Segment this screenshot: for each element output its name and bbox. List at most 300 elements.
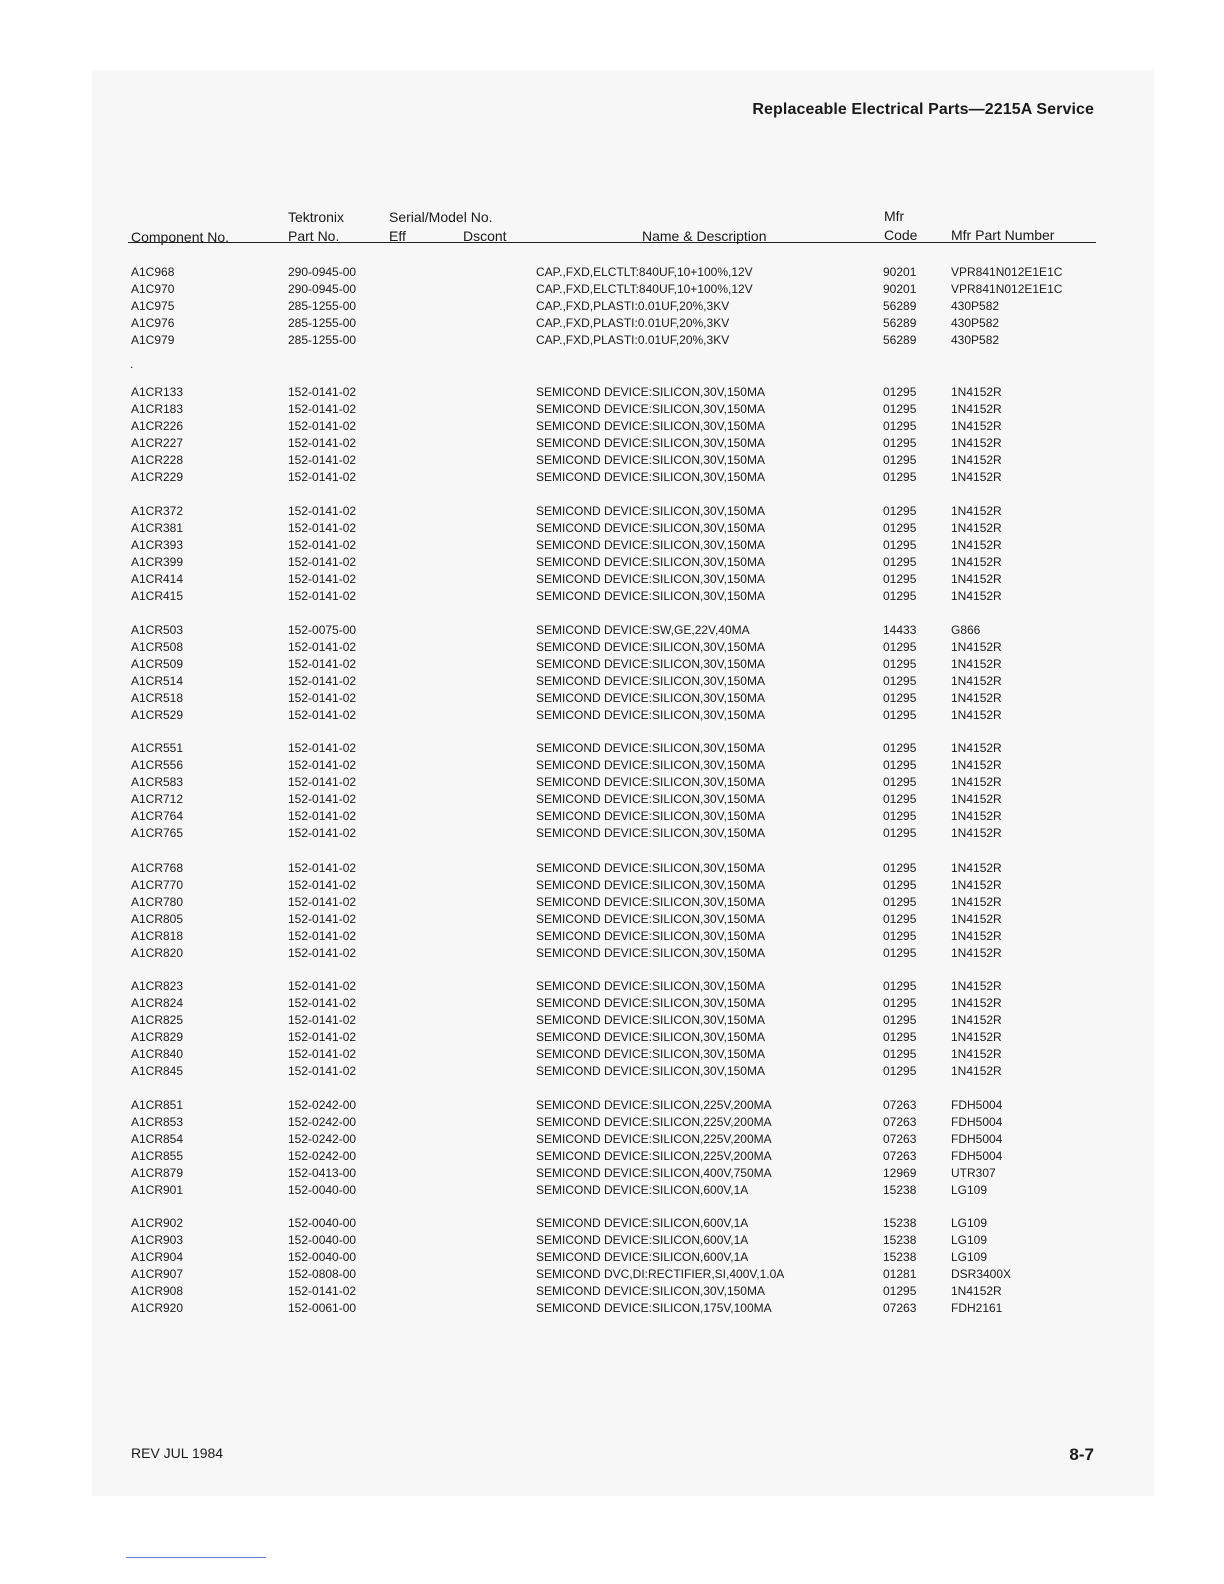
cell-component-no: A1CR503 bbox=[131, 623, 184, 637]
cell-mfr-code: 01295 bbox=[883, 946, 917, 960]
cell-tektronix-part-no: 152-0242-00 bbox=[288, 1132, 357, 1146]
table-row bbox=[0, 1097, 1224, 1114]
cell-mfr-part-number: 1N4152R bbox=[951, 878, 1002, 892]
cell-mfr-part-number: FDH5004 bbox=[951, 1149, 1003, 1163]
table-row bbox=[0, 656, 1224, 673]
cell-mfr-part-number: 1N4152R bbox=[951, 1030, 1002, 1044]
table-row bbox=[0, 639, 1224, 656]
cell-mfr-part-number: LG109 bbox=[951, 1216, 988, 1230]
cell-component-no: A1CR393 bbox=[131, 538, 184, 552]
cell-description: CAP.,FXD,ELCTLT:840UF,10+100%,12V bbox=[536, 282, 753, 296]
table-row bbox=[0, 554, 1224, 571]
cell-description: SEMICOND DEVICE:SILICON,30V,150MA bbox=[536, 521, 765, 535]
cell-component-no: A1CR845 bbox=[131, 1064, 184, 1078]
cell-description: SEMICOND DEVICE:SILICON,30V,150MA bbox=[536, 402, 765, 416]
footer-page-number: 8-7 bbox=[1069, 1445, 1094, 1464]
cell-description: SEMICOND DEVICE:SILICON,30V,150MA bbox=[536, 775, 765, 789]
table-row bbox=[0, 757, 1224, 774]
cell-tektronix-part-no: 152-0141-02 bbox=[288, 1064, 357, 1078]
cell-description: SEMICOND DEVICE:SILICON,30V,150MA bbox=[536, 708, 765, 722]
cell-mfr-code: 15238 bbox=[883, 1233, 917, 1247]
cell-tektronix-part-no: 152-0141-02 bbox=[288, 538, 357, 552]
cell-mfr-part-number: VPR841N012E1E1C bbox=[951, 265, 1063, 279]
cell-tektronix-part-no: 152-0141-02 bbox=[288, 691, 357, 705]
cell-mfr-code: 12969 bbox=[883, 1166, 917, 1180]
cell-tektronix-part-no: 152-0141-02 bbox=[288, 453, 357, 467]
cell-component-no: A1CR415 bbox=[131, 589, 184, 603]
cell-mfr-part-number: 1N4152R bbox=[951, 640, 1002, 654]
cell-component-no: A1CR823 bbox=[131, 979, 184, 993]
cell-mfr-part-number: 1N4152R bbox=[951, 691, 1002, 705]
cell-mfr-code: 01295 bbox=[883, 809, 917, 823]
cell-description: SEMICOND DEVICE:SILICON,600V,1A bbox=[536, 1250, 749, 1264]
cell-tektronix-part-no: 152-0141-02 bbox=[288, 555, 357, 569]
cell-description: SEMICOND DEVICE:SILICON,400V,750MA bbox=[536, 1166, 772, 1180]
table-row bbox=[0, 808, 1224, 825]
cell-mfr-part-number: 1N4152R bbox=[951, 1013, 1002, 1027]
cell-mfr-part-number: G866 bbox=[951, 623, 981, 637]
cell-component-no: A1CR133 bbox=[131, 385, 184, 399]
cell-mfr-code: 01295 bbox=[883, 470, 917, 484]
cell-mfr-code: 90201 bbox=[883, 282, 917, 296]
table-row bbox=[0, 894, 1224, 911]
cell-mfr-part-number: 1N4152R bbox=[951, 826, 1002, 840]
table-row bbox=[0, 1215, 1224, 1232]
cell-component-no: A1CR399 bbox=[131, 555, 184, 569]
cell-description: SEMICOND DEVICE:SILICON,225V,200MA bbox=[536, 1115, 772, 1129]
table-row bbox=[0, 1114, 1224, 1131]
cell-component-no: A1CR840 bbox=[131, 1047, 184, 1061]
table-row bbox=[0, 1012, 1224, 1029]
table-row bbox=[0, 452, 1224, 469]
cell-description: SEMICOND DEVICE:SILICON,30V,150MA bbox=[536, 1064, 765, 1078]
cell-mfr-code: 01295 bbox=[883, 1013, 917, 1027]
cell-description: CAP.,FXD,ELCTLT:840UF,10+100%,12V bbox=[536, 265, 753, 279]
cell-description: SEMICOND DEVICE:SILICON,225V,200MA bbox=[536, 1132, 772, 1146]
cell-tektronix-part-no: 152-0141-02 bbox=[288, 674, 357, 688]
cell-mfr-code: 56289 bbox=[883, 299, 917, 313]
cell-description: SEMICOND DEVICE:SILICON,30V,150MA bbox=[536, 979, 765, 993]
cell-component-no: A1CR829 bbox=[131, 1030, 184, 1044]
cell-component-no: A1CR780 bbox=[131, 895, 184, 909]
table-row bbox=[0, 401, 1224, 418]
cell-mfr-code: 01295 bbox=[883, 538, 917, 552]
cell-mfr-part-number: 1N4152R bbox=[951, 402, 1002, 416]
table-row bbox=[0, 622, 1224, 639]
cell-component-no: A1CR381 bbox=[131, 521, 184, 535]
table-row bbox=[0, 791, 1224, 808]
cell-mfr-part-number: 1N4152R bbox=[951, 419, 1002, 433]
table-row bbox=[0, 264, 1224, 281]
cell-tektronix-part-no: 152-0141-02 bbox=[288, 861, 357, 875]
cell-description: CAP.,FXD,PLASTI:0.01UF,20%,3KV bbox=[536, 299, 730, 313]
cell-mfr-part-number: 1N4152R bbox=[951, 538, 1002, 552]
page-header-title: Replaceable Electrical Parts—2215A Service bbox=[752, 101, 1094, 118]
table-row bbox=[0, 537, 1224, 554]
cell-description: SEMICOND DEVICE:SILICON,30V,150MA bbox=[536, 1013, 765, 1027]
table-row bbox=[0, 384, 1224, 401]
cell-description: SEMICOND DEVICE:SILICON,30V,150MA bbox=[536, 912, 765, 926]
cell-description: SEMICOND DEVICE:SILICON,30V,150MA bbox=[536, 657, 765, 671]
cell-tektronix-part-no: 152-0141-02 bbox=[288, 895, 357, 909]
cell-description: SEMICOND DEVICE:SILICON,30V,150MA bbox=[536, 385, 765, 399]
cell-mfr-part-number: 430P582 bbox=[951, 299, 1000, 313]
cell-component-no: A1CR879 bbox=[131, 1166, 184, 1180]
cell-mfr-part-number: 1N4152R bbox=[951, 861, 1002, 875]
cell-tektronix-part-no: 152-0141-02 bbox=[288, 657, 357, 671]
cell-tektronix-part-no: 152-0141-02 bbox=[288, 436, 357, 450]
cell-tektronix-part-no: 152-0141-02 bbox=[288, 1047, 357, 1061]
table-row bbox=[0, 877, 1224, 894]
cell-tektronix-part-no: 152-0808-00 bbox=[288, 1267, 357, 1281]
table-row bbox=[0, 332, 1224, 349]
cell-tektronix-part-no: 152-0141-02 bbox=[288, 402, 357, 416]
cell-tektronix-part-no: 290-0945-00 bbox=[288, 265, 357, 279]
cell-description: SEMICOND DEVICE:SILICON,30V,150MA bbox=[536, 419, 765, 433]
cell-description: SEMICOND DEVICE:SILICON,30V,150MA bbox=[536, 826, 765, 840]
cell-tektronix-part-no: 152-0141-02 bbox=[288, 470, 357, 484]
cell-description: SEMICOND DEVICE:SILICON,30V,150MA bbox=[536, 895, 765, 909]
cell-component-no: A1CR712 bbox=[131, 792, 184, 806]
cell-description: SEMICOND DEVICE:SILICON,30V,150MA bbox=[536, 878, 765, 892]
cell-tektronix-part-no: 152-0141-02 bbox=[288, 929, 357, 943]
cell-tektronix-part-no: 152-0141-02 bbox=[288, 758, 357, 772]
table-row bbox=[0, 825, 1224, 842]
column-header-part-no: Part No. bbox=[288, 228, 340, 244]
table-row bbox=[0, 435, 1224, 452]
cell-description: SEMICOND DEVICE:SILICON,30V,150MA bbox=[536, 809, 765, 823]
cell-mfr-part-number: 1N4152R bbox=[951, 470, 1002, 484]
table-row bbox=[0, 1266, 1224, 1283]
cell-component-no: A1CR518 bbox=[131, 691, 184, 705]
cell-mfr-code: 07263 bbox=[883, 1132, 917, 1146]
cell-mfr-part-number: 1N4152R bbox=[951, 555, 1002, 569]
cell-mfr-part-number: 1N4152R bbox=[951, 996, 1002, 1010]
cell-component-no: A1CR583 bbox=[131, 775, 184, 789]
cell-tektronix-part-no: 152-0141-02 bbox=[288, 504, 357, 518]
cell-tektronix-part-no: 152-0413-00 bbox=[288, 1166, 357, 1180]
cell-mfr-code: 01295 bbox=[883, 895, 917, 909]
cell-tektronix-part-no: 152-0141-02 bbox=[288, 979, 357, 993]
cell-component-no: A1CR226 bbox=[131, 419, 184, 433]
cell-mfr-part-number: 1N4152R bbox=[951, 674, 1002, 688]
cell-mfr-code: 01295 bbox=[883, 555, 917, 569]
cell-mfr-code: 01295 bbox=[883, 1047, 917, 1061]
cell-mfr-code: 01295 bbox=[883, 792, 917, 806]
cell-mfr-part-number: 1N4152R bbox=[951, 504, 1002, 518]
cell-mfr-code: 07263 bbox=[883, 1115, 917, 1129]
cell-mfr-part-number: LG109 bbox=[951, 1183, 988, 1197]
table-row bbox=[0, 673, 1224, 690]
cell-mfr-code: 01295 bbox=[883, 878, 917, 892]
cell-tektronix-part-no: 152-0242-00 bbox=[288, 1115, 357, 1129]
cell-component-no: A1CR509 bbox=[131, 657, 184, 671]
cell-mfr-part-number: 1N4152R bbox=[951, 741, 1002, 755]
column-header-code: Code bbox=[884, 227, 918, 243]
cell-mfr-part-number: 1N4152R bbox=[951, 436, 1002, 450]
cell-mfr-part-number: 430P582 bbox=[951, 316, 1000, 330]
cell-tektronix-part-no: 152-0075-00 bbox=[288, 623, 357, 637]
cell-tektronix-part-no: 152-0141-02 bbox=[288, 589, 357, 603]
cell-mfr-part-number: 1N4152R bbox=[951, 775, 1002, 789]
cell-description: SEMICOND DEVICE:SILICON,225V,200MA bbox=[536, 1149, 772, 1163]
cell-component-no: A1CR227 bbox=[131, 436, 184, 450]
cell-description: SEMICOND DEVICE:SILICON,30V,150MA bbox=[536, 674, 765, 688]
cell-tektronix-part-no: 152-0040-00 bbox=[288, 1250, 357, 1264]
cell-mfr-code: 01295 bbox=[883, 861, 917, 875]
cell-mfr-code: 01295 bbox=[883, 979, 917, 993]
cell-mfr-code: 01295 bbox=[883, 589, 917, 603]
cell-mfr-part-number: FDH5004 bbox=[951, 1115, 1003, 1129]
table-row bbox=[0, 1232, 1224, 1249]
cell-component-no: A1CR853 bbox=[131, 1115, 184, 1129]
cell-tektronix-part-no: 152-0141-02 bbox=[288, 419, 357, 433]
cell-component-no: A1CR770 bbox=[131, 878, 184, 892]
cell-mfr-part-number: 1N4152R bbox=[951, 589, 1002, 603]
cell-mfr-part-number: 1N4152R bbox=[951, 929, 1002, 943]
cell-mfr-part-number: 1N4152R bbox=[951, 385, 1002, 399]
cell-description: SEMICOND DEVICE:SILICON,30V,150MA bbox=[536, 929, 765, 943]
table-row bbox=[0, 995, 1224, 1012]
cell-tektronix-part-no: 152-0141-02 bbox=[288, 792, 357, 806]
cell-component-no: A1C979 bbox=[131, 333, 175, 347]
cell-tektronix-part-no: 152-0141-02 bbox=[288, 1013, 357, 1027]
cell-component-no: A1CR805 bbox=[131, 912, 184, 926]
cell-description: SEMICOND DEVICE:SILICON,30V,150MA bbox=[536, 741, 765, 755]
cell-component-no: A1CR514 bbox=[131, 674, 184, 688]
column-header-component: Component No. bbox=[131, 229, 230, 245]
cell-tektronix-part-no: 152-0141-02 bbox=[288, 521, 357, 535]
cell-mfr-part-number: 1N4152R bbox=[951, 912, 1002, 926]
cell-mfr-code: 01295 bbox=[883, 504, 917, 518]
cell-mfr-code: 15238 bbox=[883, 1250, 917, 1264]
cell-description: SEMICOND DEVICE:SILICON,30V,150MA bbox=[536, 996, 765, 1010]
cell-description: SEMICOND DEVICE:SILICON,600V,1A bbox=[536, 1183, 749, 1197]
cell-tektronix-part-no: 152-0141-02 bbox=[288, 708, 357, 722]
footer-revision: REV JUL 1984 bbox=[131, 1445, 224, 1461]
cell-description: SEMICOND DEVICE:SILICON,225V,200MA bbox=[536, 1098, 772, 1112]
cell-tektronix-part-no: 152-0040-00 bbox=[288, 1183, 357, 1197]
cell-mfr-code: 01295 bbox=[883, 419, 917, 433]
cell-mfr-code: 01295 bbox=[883, 674, 917, 688]
cell-mfr-part-number: LG109 bbox=[951, 1233, 988, 1247]
table-row bbox=[0, 520, 1224, 537]
cell-description: SEMICOND DEVICE:SILICON,600V,1A bbox=[536, 1216, 749, 1230]
cell-component-no: A1CR902 bbox=[131, 1216, 184, 1230]
cell-tektronix-part-no: 152-0141-02 bbox=[288, 572, 357, 586]
cell-description: SEMICOND DEVICE:SW,GE,22V,40MA bbox=[536, 623, 750, 637]
cell-mfr-code: 01295 bbox=[883, 929, 917, 943]
cell-description: SEMICOND DEVICE:SILICON,30V,150MA bbox=[536, 1047, 765, 1061]
table-row bbox=[0, 1165, 1224, 1182]
cell-mfr-part-number: 1N4152R bbox=[951, 1284, 1002, 1298]
table-row bbox=[0, 298, 1224, 315]
table-row bbox=[0, 571, 1224, 588]
cell-description: SEMICOND DEVICE:SILICON,30V,150MA bbox=[536, 640, 765, 654]
cell-component-no: A1CR183 bbox=[131, 402, 184, 416]
cell-component-no: A1C970 bbox=[131, 282, 175, 296]
cell-mfr-part-number: FDH5004 bbox=[951, 1132, 1003, 1146]
cell-tektronix-part-no: 152-0141-02 bbox=[288, 809, 357, 823]
cell-description: SEMICOND DEVICE:SILICON,30V,150MA bbox=[536, 946, 765, 960]
column-header-description: Name & Description bbox=[642, 228, 767, 244]
cell-mfr-code: 56289 bbox=[883, 316, 917, 330]
cell-tektronix-part-no: 152-0141-02 bbox=[288, 826, 357, 840]
cell-mfr-code: 01295 bbox=[883, 657, 917, 671]
cell-mfr-code: 07263 bbox=[883, 1098, 917, 1112]
cell-mfr-code: 15238 bbox=[883, 1216, 917, 1230]
cell-tektronix-part-no: 290-0945-00 bbox=[288, 282, 357, 296]
cell-mfr-part-number: 1N4152R bbox=[951, 895, 1002, 909]
cell-mfr-code: 01295 bbox=[883, 708, 917, 722]
cell-mfr-part-number: LG109 bbox=[951, 1250, 988, 1264]
cell-mfr-code: 01295 bbox=[883, 436, 917, 450]
cell-description: SEMICOND DEVICE:SILICON,30V,150MA bbox=[536, 1284, 765, 1298]
table-row bbox=[0, 690, 1224, 707]
cell-mfr-code: 01295 bbox=[883, 912, 917, 926]
table-row bbox=[0, 978, 1224, 995]
cell-mfr-code: 01295 bbox=[883, 572, 917, 586]
cell-tektronix-part-no: 152-0242-00 bbox=[288, 1149, 357, 1163]
table-row bbox=[0, 1148, 1224, 1165]
cell-component-no: A1CR824 bbox=[131, 996, 184, 1010]
cell-component-no: A1CR556 bbox=[131, 758, 184, 772]
cell-mfr-code: 01295 bbox=[883, 453, 917, 467]
cell-description: SEMICOND DEVICE:SILICON,30V,150MA bbox=[536, 470, 765, 484]
cell-tektronix-part-no: 152-0141-02 bbox=[288, 741, 357, 755]
cell-description: SEMICOND DEVICE:SILICON,30V,150MA bbox=[536, 538, 765, 552]
cell-mfr-part-number: 1N4152R bbox=[951, 979, 1002, 993]
cell-description: SEMICOND DEVICE:SILICON,30V,150MA bbox=[536, 453, 765, 467]
cell-mfr-code: 15238 bbox=[883, 1183, 917, 1197]
table-row bbox=[0, 774, 1224, 791]
cell-description: SEMICOND DVC,DI:RECTIFIER,SI,400V,1.0A bbox=[536, 1267, 785, 1281]
cell-mfr-code: 01295 bbox=[883, 1064, 917, 1078]
cell-description: SEMICOND DEVICE:SILICON,600V,1A bbox=[536, 1233, 749, 1247]
table-row bbox=[0, 418, 1224, 435]
table-row bbox=[0, 315, 1224, 332]
cell-mfr-part-number: 430P582 bbox=[951, 333, 1000, 347]
header-rule bbox=[128, 242, 1096, 243]
cell-tektronix-part-no: 152-0061-00 bbox=[288, 1301, 357, 1315]
table-row bbox=[0, 469, 1224, 486]
cell-mfr-code: 01295 bbox=[883, 1030, 917, 1044]
cell-component-no: A1CR765 bbox=[131, 826, 184, 840]
cell-description: SEMICOND DEVICE:SILICON,30V,150MA bbox=[536, 589, 765, 603]
cell-component-no: A1CR768 bbox=[131, 861, 184, 875]
cell-mfr-part-number: UTR307 bbox=[951, 1166, 996, 1180]
cell-description: CAP.,FXD,PLASTI:0.01UF,20%,3KV bbox=[536, 316, 730, 330]
cell-mfr-code: 01295 bbox=[883, 640, 917, 654]
cell-component-no: A1CR920 bbox=[131, 1301, 184, 1315]
column-header-mfr-part-number: Mfr Part Number bbox=[951, 227, 1055, 243]
cell-mfr-code: 07263 bbox=[883, 1149, 917, 1163]
table-row bbox=[0, 911, 1224, 928]
cell-component-no: A1CR508 bbox=[131, 640, 184, 654]
stray-mark: . bbox=[130, 357, 134, 371]
cell-component-no: A1CR820 bbox=[131, 946, 184, 960]
cell-mfr-code: 01295 bbox=[883, 775, 917, 789]
table-row bbox=[0, 1283, 1224, 1300]
cell-tektronix-part-no: 152-0141-02 bbox=[288, 775, 357, 789]
cell-description: SEMICOND DEVICE:SILICON,30V,150MA bbox=[536, 758, 765, 772]
cell-mfr-code: 07263 bbox=[883, 1301, 917, 1315]
cell-mfr-part-number: 1N4152R bbox=[951, 572, 1002, 586]
table-row bbox=[0, 1029, 1224, 1046]
table-row bbox=[0, 1249, 1224, 1266]
column-header-eff: Eff bbox=[389, 228, 406, 244]
table-row bbox=[0, 588, 1224, 605]
table-row bbox=[0, 1063, 1224, 1080]
cell-tektronix-part-no: 152-0040-00 bbox=[288, 1216, 357, 1230]
cell-description: CAP.,FXD,PLASTI:0.01UF,20%,3KV bbox=[536, 333, 730, 347]
cell-component-no: A1CR908 bbox=[131, 1284, 184, 1298]
cell-mfr-code: 01295 bbox=[883, 385, 917, 399]
cell-component-no: A1CR372 bbox=[131, 504, 184, 518]
cell-component-no: A1CR907 bbox=[131, 1267, 184, 1281]
cell-description: SEMICOND DEVICE:SILICON,30V,150MA bbox=[536, 572, 765, 586]
cell-component-no: A1CR228 bbox=[131, 453, 184, 467]
cell-mfr-code: 01295 bbox=[883, 402, 917, 416]
table-row bbox=[0, 1182, 1224, 1199]
cell-component-no: A1CR818 bbox=[131, 929, 184, 943]
column-header-dscont: Dscont bbox=[463, 228, 507, 244]
table-row bbox=[0, 740, 1224, 757]
table-row bbox=[0, 928, 1224, 945]
cell-component-no: A1CR551 bbox=[131, 741, 184, 755]
cell-tektronix-part-no: 285-1255-00 bbox=[288, 316, 357, 330]
cell-component-no: A1CR825 bbox=[131, 1013, 184, 1027]
cell-tektronix-part-no: 152-0141-02 bbox=[288, 1284, 357, 1298]
cell-component-no: A1C976 bbox=[131, 316, 175, 330]
table-row bbox=[0, 1131, 1224, 1148]
cell-component-no: A1C968 bbox=[131, 265, 175, 279]
cell-tektronix-part-no: 152-0141-02 bbox=[288, 385, 357, 399]
cell-description: SEMICOND DEVICE:SILICON,30V,150MA bbox=[536, 436, 765, 450]
cell-mfr-part-number: 1N4152R bbox=[951, 708, 1002, 722]
cell-component-no: A1CR855 bbox=[131, 1149, 184, 1163]
cell-tektronix-part-no: 152-0040-00 bbox=[288, 1233, 357, 1247]
cell-tektronix-part-no: 152-0141-02 bbox=[288, 946, 357, 960]
cell-mfr-part-number: 1N4152R bbox=[951, 758, 1002, 772]
table-row bbox=[0, 503, 1224, 520]
cell-mfr-part-number: 1N4152R bbox=[951, 792, 1002, 806]
table-row bbox=[0, 1300, 1224, 1317]
cell-component-no: A1CR229 bbox=[131, 470, 184, 484]
cell-description: SEMICOND DEVICE:SILICON,30V,150MA bbox=[536, 861, 765, 875]
cell-mfr-part-number: VPR841N012E1E1C bbox=[951, 282, 1063, 296]
column-header-mfr: Mfr bbox=[884, 208, 905, 224]
cell-component-no: A1CR904 bbox=[131, 1250, 184, 1264]
cell-description: SEMICOND DEVICE:SILICON,30V,150MA bbox=[536, 1030, 765, 1044]
cell-component-no: A1C975 bbox=[131, 299, 175, 313]
cell-mfr-part-number: 1N4152R bbox=[951, 1064, 1002, 1078]
cell-tektronix-part-no: 285-1255-00 bbox=[288, 333, 357, 347]
cell-mfr-code: 01295 bbox=[883, 996, 917, 1010]
cell-mfr-code: 01295 bbox=[883, 521, 917, 535]
cell-mfr-code: 01295 bbox=[883, 1284, 917, 1298]
cell-tektronix-part-no: 285-1255-00 bbox=[288, 299, 357, 313]
cell-mfr-part-number: 1N4152R bbox=[951, 946, 1002, 960]
cell-mfr-code: 01295 bbox=[883, 741, 917, 755]
cell-mfr-part-number: 1N4152R bbox=[951, 1047, 1002, 1061]
cell-mfr-code: 01281 bbox=[883, 1267, 917, 1281]
cell-component-no: A1CR903 bbox=[131, 1233, 184, 1247]
table-row bbox=[0, 945, 1224, 962]
column-header-serial-model: Serial/Model No. bbox=[389, 209, 493, 225]
cell-mfr-part-number: FDH5004 bbox=[951, 1098, 1003, 1112]
cell-mfr-part-number: 1N4152R bbox=[951, 809, 1002, 823]
